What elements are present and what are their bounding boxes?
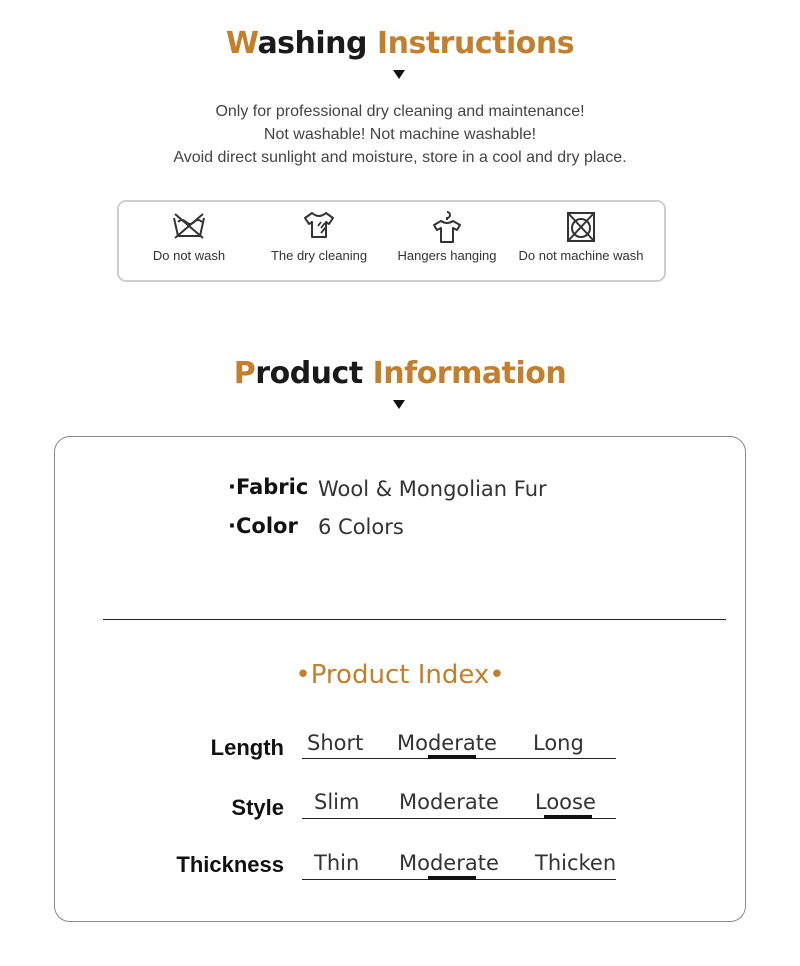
care-item-do-not-wash (119, 210, 259, 263)
index-label-thickness: Thickness (176, 852, 284, 877)
wash-text-line: Not washable! Not machine washable! (263, 126, 537, 143)
care-item-do-not-machine-wash (505, 210, 657, 263)
index-option: Thin (314, 851, 360, 875)
down-arrow-icon (393, 70, 405, 79)
product-information-title: Product Information (233, 356, 567, 391)
index-option: Short (307, 731, 364, 755)
care-label: Do not wash (152, 248, 226, 263)
index-selected-marker (428, 755, 476, 759)
divider (103, 619, 726, 620)
dry-cleaning-icon (301, 210, 337, 240)
care-label: Do not machine wash (518, 248, 644, 263)
index-option: Loose (535, 790, 596, 814)
index-option: Thicken (535, 851, 617, 875)
index-option: Moderate (399, 851, 499, 875)
index-label-style: Style (231, 795, 284, 820)
wash-text-line: Avoid direct sunlight and moisture, store in a cool and dry place. (173, 149, 627, 166)
care-item-hangers (377, 210, 517, 263)
do-not-machine-wash-icon (563, 210, 599, 244)
index-option: Long (533, 731, 584, 755)
index-selected-marker (428, 876, 476, 880)
product-index-title: •Product Index• (295, 660, 505, 690)
care-label: Hangers hanging (397, 248, 497, 263)
spec-key-fabric: ·Fabric (228, 475, 309, 499)
index-option: Moderate (399, 790, 499, 814)
hanger-icon (429, 210, 465, 244)
index-option: Moderate (397, 731, 497, 755)
spec-key-color: ·Color (228, 514, 298, 538)
index-selected-marker (544, 815, 592, 819)
care-item-dry-cleaning (249, 210, 389, 263)
care-label: The dry cleaning (270, 248, 368, 263)
do-not-wash-icon (171, 210, 207, 240)
spec-value-color: 6 Colors (318, 515, 404, 539)
index-option: Slim (314, 790, 360, 814)
index-label-length: Length (210, 735, 284, 760)
spec-value-fabric: Wool & Mongolian Fur (318, 477, 547, 501)
wash-text-line: Only for professional dry cleaning and maintenance! (215, 103, 585, 120)
washing-instructions-title: Washing Instructions (225, 26, 575, 61)
down-arrow-icon (393, 400, 405, 409)
care-instructions-box (117, 200, 666, 282)
